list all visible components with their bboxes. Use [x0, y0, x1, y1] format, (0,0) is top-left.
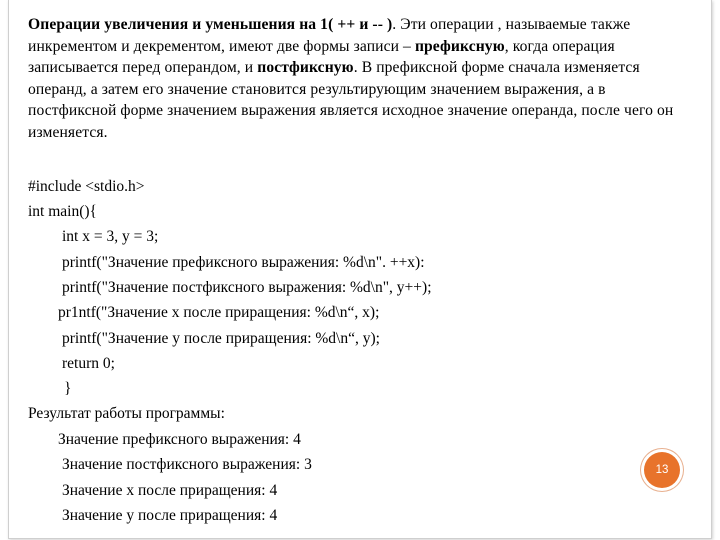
code-line-printf-prefix: printf("Значение префиксного выражения: %d\n". ++x): [62, 254, 425, 271]
result-heading: Результат работы программы: [28, 405, 225, 422]
output-line-postfix: Значение постфиксного выражения: 3 [62, 456, 312, 473]
slide-number-badge: 13 [644, 452, 680, 488]
term-prefix: префиксную [414, 37, 505, 55]
code-line-include: #include <stdio.h> [28, 178, 145, 195]
term-postfix: постфиксную [257, 59, 354, 76]
code-line-printf-y: printf("Значение y после приращения: %d\n“, y); [62, 330, 380, 347]
output-line-prefix: Значение префиксного выражения: 4 [58, 431, 301, 448]
intro-text-3: . В префиксной форме сначала изменяется операнд, а затем его значение становится результирующим значением выражения, а в постфиксной форме значением выражения является исходное значение операнда, после чего он изменяется. [28, 59, 674, 141]
output-line-y: Значение y после приращения: 4 [62, 507, 278, 524]
code-line-printf-postfix: printf("Значение постфиксного выражения: %d\n", y++); [62, 279, 432, 296]
code-line-close-brace: } [64, 380, 72, 397]
intro-paragraph [28, 14, 688, 143]
intro-text-1: . Эти операции , называемые также инкрементом и декрементом, имеют две формы записи – [28, 16, 631, 55]
code-line-printf-x: pr1ntf("Значение x после приращения: %d\n“, x); [58, 304, 380, 321]
code-line-decl: int x = 3, y = 3; [62, 228, 159, 245]
code-line-main: int main(){ [28, 203, 97, 220]
intro-text-2: , когда операция записывается перед операндом, и [28, 37, 615, 76]
code-line-return: return 0; [62, 355, 115, 372]
output-line-x: Значение x после приращения: 4 [62, 482, 278, 499]
intro-bold-lead: Операции увеличения и уменьшения на 1( ++ и -- ) [28, 16, 393, 33]
